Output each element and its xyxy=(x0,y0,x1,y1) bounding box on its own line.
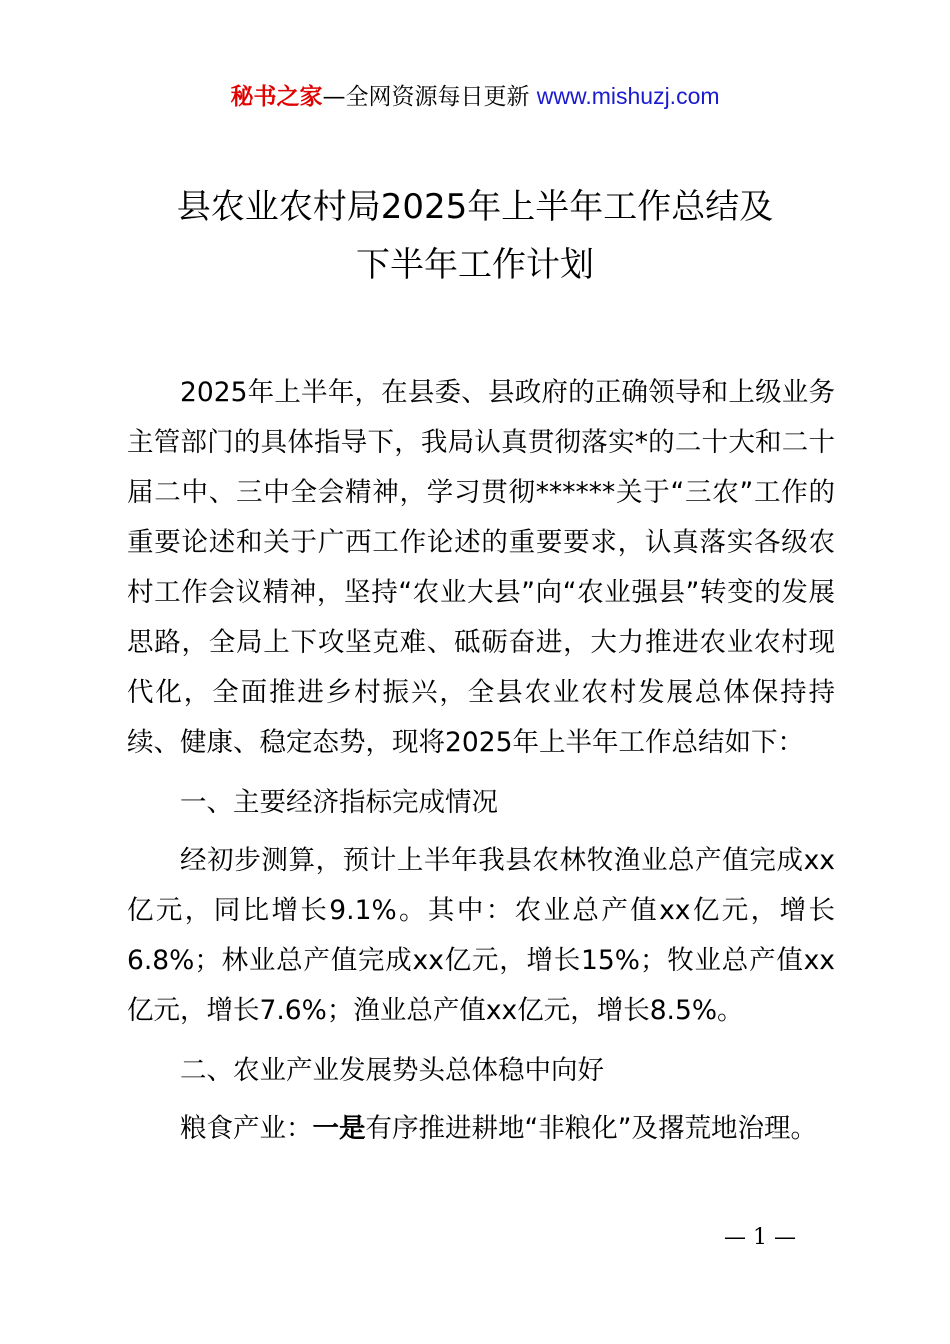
page-number: — 1 — xyxy=(724,1225,796,1250)
grain-prefix: 粮食产业： xyxy=(180,1113,313,1144)
grain-bold-marker: 一是 xyxy=(312,1113,366,1144)
section-1-paragraph: 经初步测算，预计上半年我县农林牧渔业总产值完成xx亿元，同比增长9.1%。其中：农业总产值xx亿元，增长6.8%；林业总产值完成xx亿元，增长15%；牧业总产值xx亿元，增长7.6%；渔业总产值xx亿元，增长8.5%。 xyxy=(127,845,835,1026)
header-tagline: —全网资源每日更新 xyxy=(322,84,537,110)
brand-name: 秘书之家 xyxy=(230,84,323,110)
site-header xyxy=(0,80,950,113)
document-body xyxy=(127,368,835,1154)
document-title xyxy=(0,178,950,294)
section-2-heading: 二、农业产业发展势头总体稳中向好 xyxy=(180,1055,604,1086)
section-1-heading: 一、主要经济指标完成情况 xyxy=(180,787,498,818)
grain-industry-paragraph xyxy=(127,1104,835,1154)
title-line-1: 县农业农村局2025年上半年工作总结及 xyxy=(176,187,774,227)
title-line-2: 下半年工作计划 xyxy=(356,245,594,285)
grain-text: 有序推进耕地“非粮化”及撂荒地治理。 xyxy=(365,1113,817,1144)
site-url-link[interactable]: www.mishuzj.com xyxy=(536,83,720,109)
intro-paragraph: 2025年上半年，在县委、县政府的正确领导和上级业务主管部门的具体指导下，我局认真贯彻落实*的二十大和二十届二中、三中全会精神，学习贯彻******关于“三农”工作的重要论述和关于广西工作论述的重要要求，认真落实各级农村工作会议精神，坚持“农业大县”向“农业强县”转变的发展思路，全局上下攻坚克难、砥砺奋进，大力推进农业农村现代化，全面推进乡村振兴，全县农业农村发展总体保持持续、健康、稳定态势，现将2025年上半年工作总结如下： xyxy=(127,377,835,758)
